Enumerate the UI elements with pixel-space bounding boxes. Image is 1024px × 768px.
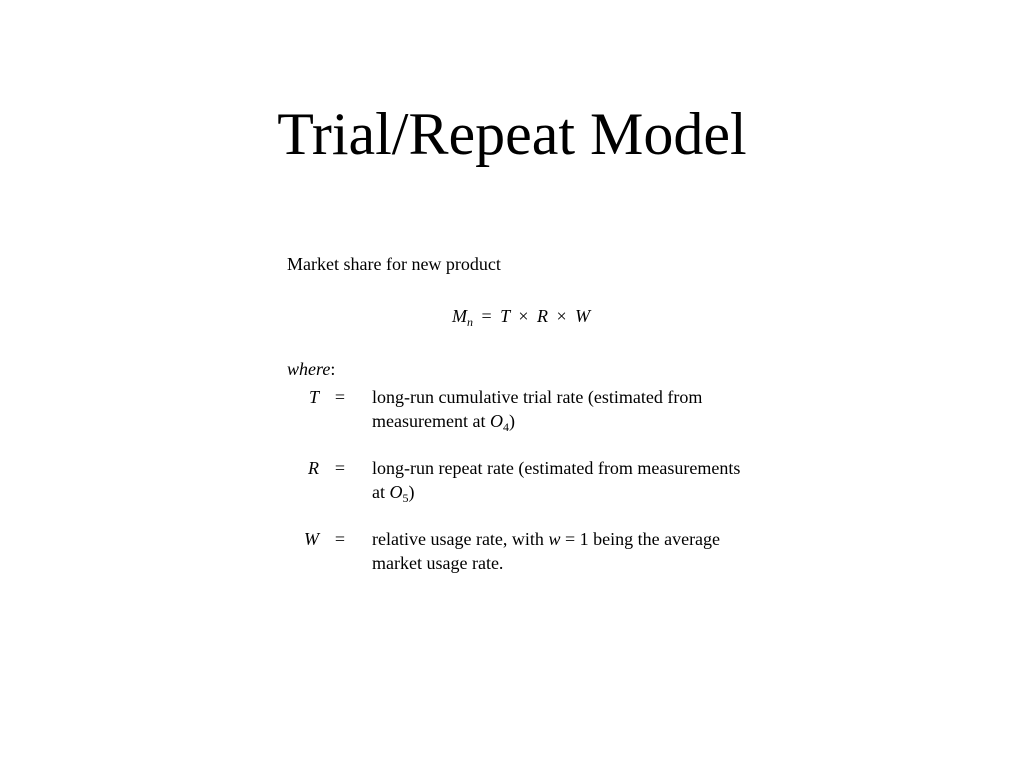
formula-times-1: × xyxy=(518,306,529,326)
where-label xyxy=(287,357,335,381)
definition-row-w xyxy=(287,527,767,575)
definition-symbol: T xyxy=(308,387,319,407)
definition-text-part: long-run repeat rate (estimated from measurements at xyxy=(372,458,741,502)
formula-lhs-symbol: M xyxy=(452,306,467,326)
formula-term-t: T xyxy=(500,306,510,326)
where-colon: : xyxy=(330,359,336,379)
definition-row-r xyxy=(287,456,767,504)
definition-equals: = xyxy=(334,458,346,478)
where-word: where xyxy=(287,359,331,379)
definition-equals: = xyxy=(334,529,346,549)
definitions-list xyxy=(287,385,767,598)
formula-lhs-subscript: n xyxy=(467,315,473,329)
formula-equals: = xyxy=(481,306,492,326)
intro-text: Market share for new product xyxy=(287,254,501,274)
definition-ref-subscript: 4 xyxy=(502,420,509,434)
formula-times-2: × xyxy=(556,306,567,326)
definition-text-part: ) xyxy=(408,482,415,502)
definition-ref-subscript: 5 xyxy=(402,491,409,505)
definition-text-part: long-run cumulative trial rate (estimated from measurement at xyxy=(372,387,703,431)
definition-symbol: W xyxy=(304,529,319,549)
definition-text xyxy=(372,385,752,433)
definition-symbol: R xyxy=(308,458,319,478)
definition-equals: = xyxy=(334,387,346,407)
formula-term-w: W xyxy=(575,306,591,326)
definition-text-part: = 1 being the average market usage rate. xyxy=(372,529,721,573)
definition-text xyxy=(372,527,752,575)
market-share-formula xyxy=(452,304,590,328)
definition-ref-symbol: O xyxy=(389,482,403,502)
definition-text-part: relative usage rate, with xyxy=(372,529,549,549)
definition-ref-symbol: O xyxy=(489,411,503,431)
definition-var-symbol: w xyxy=(548,529,561,549)
slide-title: Trial/Repeat Model xyxy=(277,101,747,167)
definition-row-t xyxy=(287,385,767,433)
definition-text-part: ) xyxy=(508,411,515,431)
formula-term-r: R xyxy=(537,306,548,326)
definition-text xyxy=(372,456,752,504)
